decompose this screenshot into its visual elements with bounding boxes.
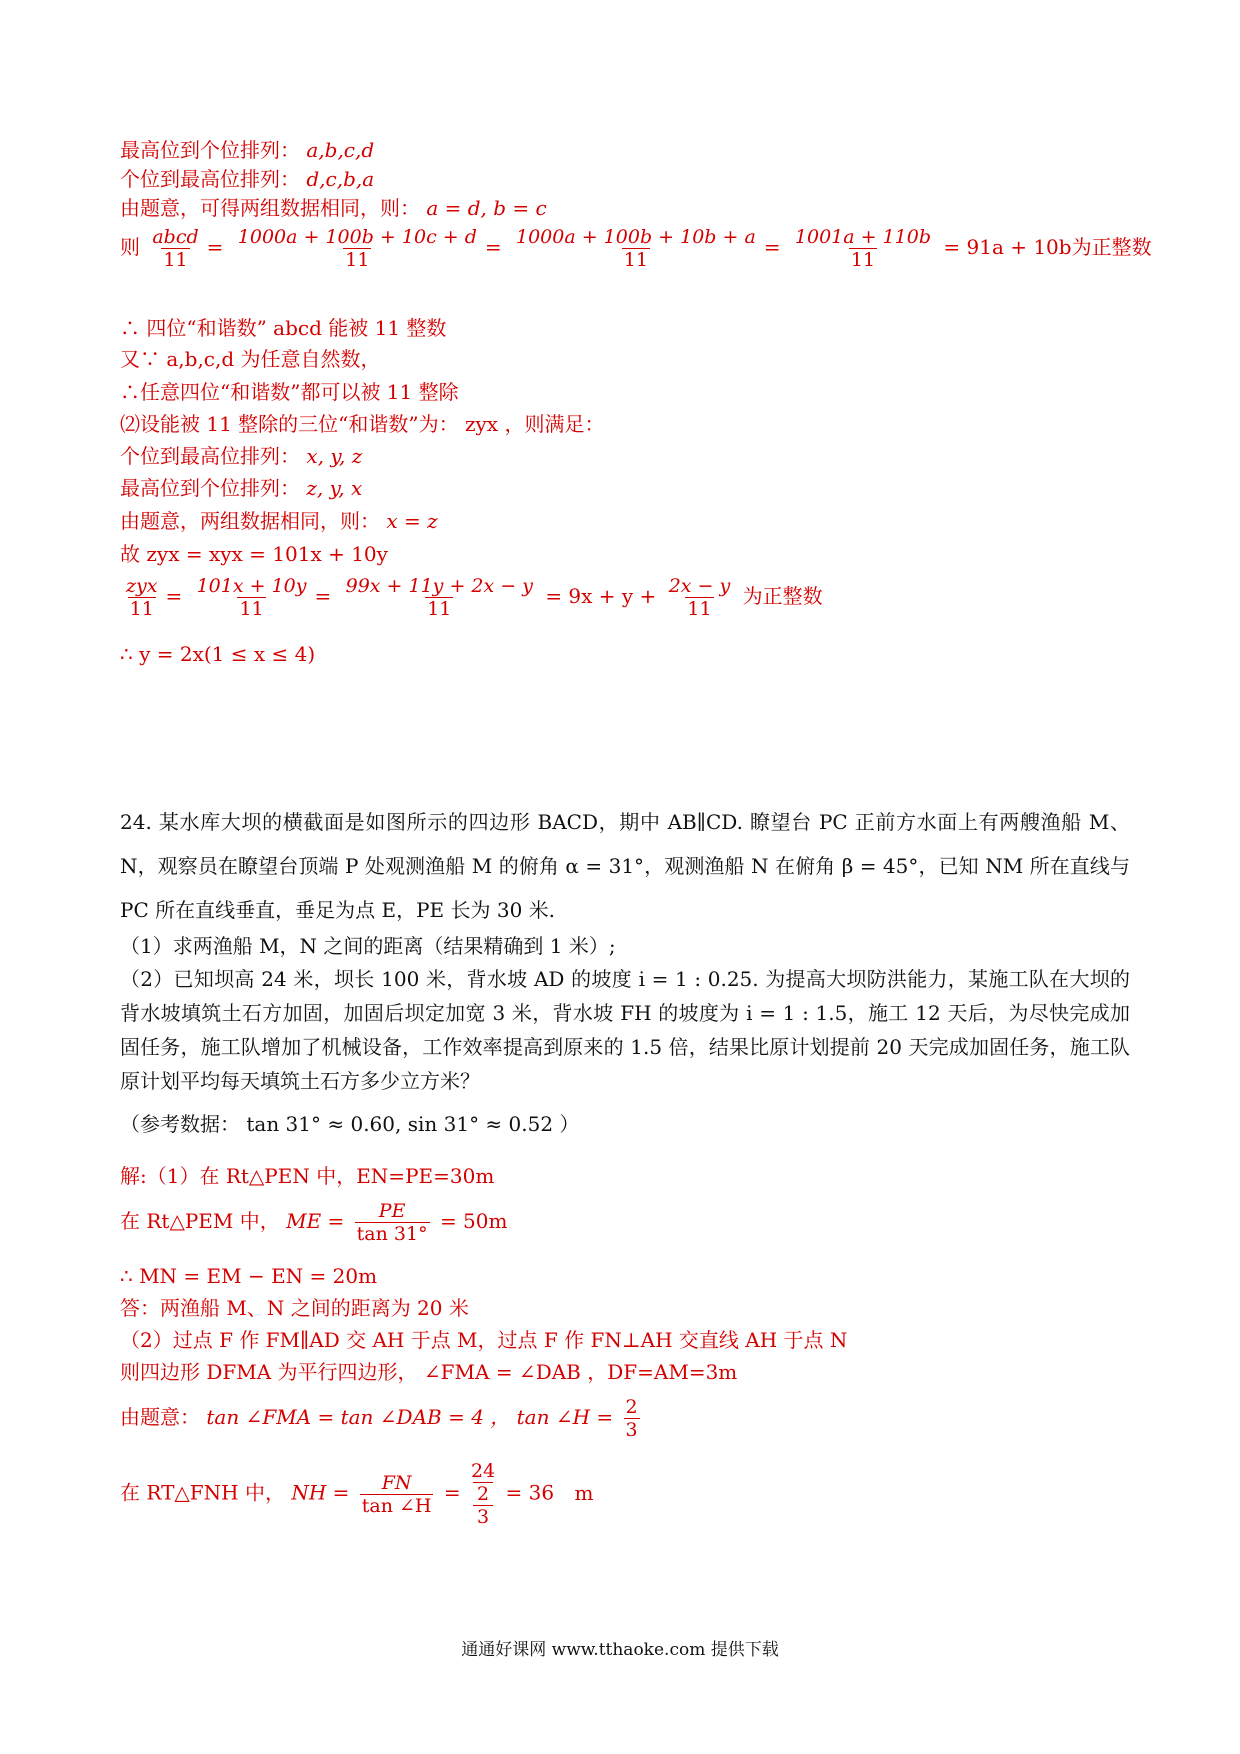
prefix: 由题意： [120,1405,200,1429]
solution-line-11 [120,507,438,535]
fraction [355,1200,430,1245]
tail: = 91a + 10b为正整数 [943,235,1152,259]
numerator: 1000a + 100b + 10c + d [237,226,477,248]
solution-line-14: ∴ y = 2x(1 ≤ x ≤ 4) [120,642,316,666]
middle: = 9x + y + [545,584,657,608]
problem-24-statement: 24. 某水库大坝的横截面是如图所示的四边形 BACD，期中 AB∥CD. 瞭望台 PC 正前方水面上有两艘渔船 M、N，观察员在瞭望台顶端 P 处观测渔船 M 的俯角 α = 31°，观测渔船 N 在俯角 β = 45°，已知 NM 所在直线与 PC 所在直线垂直，垂足为点 E，PE 长为 30 米. [120,810,1130,922]
solution-line-9 [120,442,362,470]
fraction-1 [124,575,159,620]
tail: 为正整数 [742,584,823,608]
prefix: 在 RT△FNH 中， [120,1480,285,1505]
solution-line-12: 故 zyx = xyx = 101x + 10y [120,542,388,566]
solution-line-7: ∴任意四位“和谐数”都可以被 11 整除 [120,380,459,404]
fraction [624,1396,640,1441]
numerator: 99x + 11y + 2x − y [345,575,533,597]
inner-numerator: 2 [477,1483,490,1505]
inner-denominator: 3 [473,1505,493,1528]
nested-fraction [471,1460,495,1528]
solution-equation-line-13: $\frac{\text{zyx}}{11}$ = $\frac{101x + 10y}{11}$ = $\frac{99x + 11y + 2x - y}{11}$ = 9x + y + $\frac{2x - y}{11}$ 为正整数 [126,575,823,620]
unit: m [574,1480,594,1505]
answer-line-2 [120,1200,507,1245]
denominator: tan 31° [356,1223,428,1245]
tail: = 36 [505,1480,555,1505]
denominator: 11 [163,249,188,271]
solution-line-5: ∴ 四位“和谐数” abcd 能被 11 整数 [120,316,447,340]
answer-line-6: 则四边形 DFMA 为平行四边形， ∠FMA = ∠DAB ，DF=AM=3m [120,1360,738,1384]
answer-line-5: （2）过点 F 作 FM∥AD 交 AH 于点 M，过点 F 作 FN⊥AH 交直线 AH 于点 N [120,1328,848,1352]
prefix: 则 [120,235,140,259]
solution-line-8: ⑵设能被 11 整除的三位“和谐数”为： zyx ，则满足： [120,412,605,436]
denominator: 3 [625,1419,638,1441]
numerator: 1001a + 110b [794,226,932,248]
denominator [473,1482,493,1528]
denominator: tan ∠H [361,1494,432,1517]
prefix: 在 Rt△PEM 中， [120,1209,280,1233]
label: 个位到最高位排列： [120,167,300,191]
solution-line-1 [120,136,374,164]
label: 最高位到个位排列： [120,476,300,500]
denominator: 11 [427,598,452,620]
denominator: 11 [129,598,154,620]
problem-24-reference-data: （参考数据： tan 31° ≈ 0.60, sin 31° ≈ 0.52 ） [120,1112,580,1136]
fraction-4 [793,226,933,271]
numerator: 24 [470,1460,496,1482]
math: d,c,b,a [306,167,375,191]
fraction-2 [195,575,309,620]
page-footer: 通通好课网 www.tthaoke.com 提供下载 [461,1640,779,1660]
problem-24-part-1: （1）求两渔船 M，N 之间的距离（结果精确到 1 米）; [120,934,616,958]
label: 个位到最高位排列： [120,444,300,468]
fraction-1 [150,226,200,271]
equals: = [443,1480,461,1505]
math: a = d, b = c [426,196,547,220]
solution-line-10 [120,474,362,502]
tail: = 50m [439,1209,508,1233]
numerator: FN [381,1471,412,1494]
fraction-3 [514,226,758,271]
lhs: NH = [291,1480,350,1505]
numerator: 2 [625,1396,638,1418]
problem-24-part-2: （2）已知坝高 24 米，坝长 100 米，背水坡 AD 的坡度 i = 1 : 0.25. 为提高大坝防洪能力，某施工队在大坝的背水坡填筑土石方加固，加固后坝定加宽 3 米，背水坡 FH 的坡度为 i = 1 : 1.5，施工 12 天后，为尽快完成加固任务，施工队增加了机械设备，工作效率提高到原来的 1.5 倍，结果比原计划提前 20 天完成加固任务，施工队原计划平均每天填筑土石方多少立方米？ [120,967,1130,1093]
answer-line-8 [120,1460,593,1528]
numerator: 101x + 10y [196,575,307,597]
answer-line-7 [120,1396,644,1441]
fraction-3 [344,575,535,620]
numerator: 2x − y [668,575,731,597]
answer-line-4: 答：两渔船 M、N 之间的距离为 20 米 [120,1296,469,1320]
lhs: ME = [286,1209,345,1233]
math: a,b,c,d [306,138,375,162]
label: 由题意，可得两组数据相同，则： [120,196,420,220]
numerator: zyx [126,575,158,597]
fraction [360,1472,434,1517]
solution-equation-line-4: 则 $\frac{\text{abcd}}{11}$ = $\frac{1000a + 100b + 10c + d}{11}$ = $\frac{1000a + 100b + 10b + a}{11}$ = $\frac{1001a + 110b}{11}$ = 91a + 10b为正整数 [120,226,1152,271]
fraction-4 [667,575,733,620]
label: 最高位到个位排列： [120,138,300,162]
label: 由题意，两组数据相同，则： [120,509,380,533]
denominator: 11 [239,598,264,620]
answer-line-3: ∴ MN = EM − EN = 20m [120,1264,378,1288]
denominator: 11 [687,598,712,620]
denominator: 11 [623,249,648,271]
numerator: 1000a + 100b + 10b + a [516,226,756,248]
numerator: abcd [152,226,199,248]
denominator: 11 [345,249,370,271]
solution-line-6: 又∵ a,b,c,d 为任意自然数， [120,347,381,371]
solution-line-2 [120,165,374,193]
math: tan ∠FMA = tan ∠DAB = 4 ， tan ∠H = [206,1405,614,1429]
math: z, y, x [306,476,363,500]
denominator: 11 [850,249,876,271]
math: x = z [386,509,438,533]
numerator: PE [378,1200,406,1222]
solution-line-3 [120,194,547,222]
math: x, y, z [306,444,363,468]
fraction-2 [236,226,479,271]
answer-line-1: 解:（1）在 Rt△PEN 中，EN=PE=30m [120,1164,495,1188]
